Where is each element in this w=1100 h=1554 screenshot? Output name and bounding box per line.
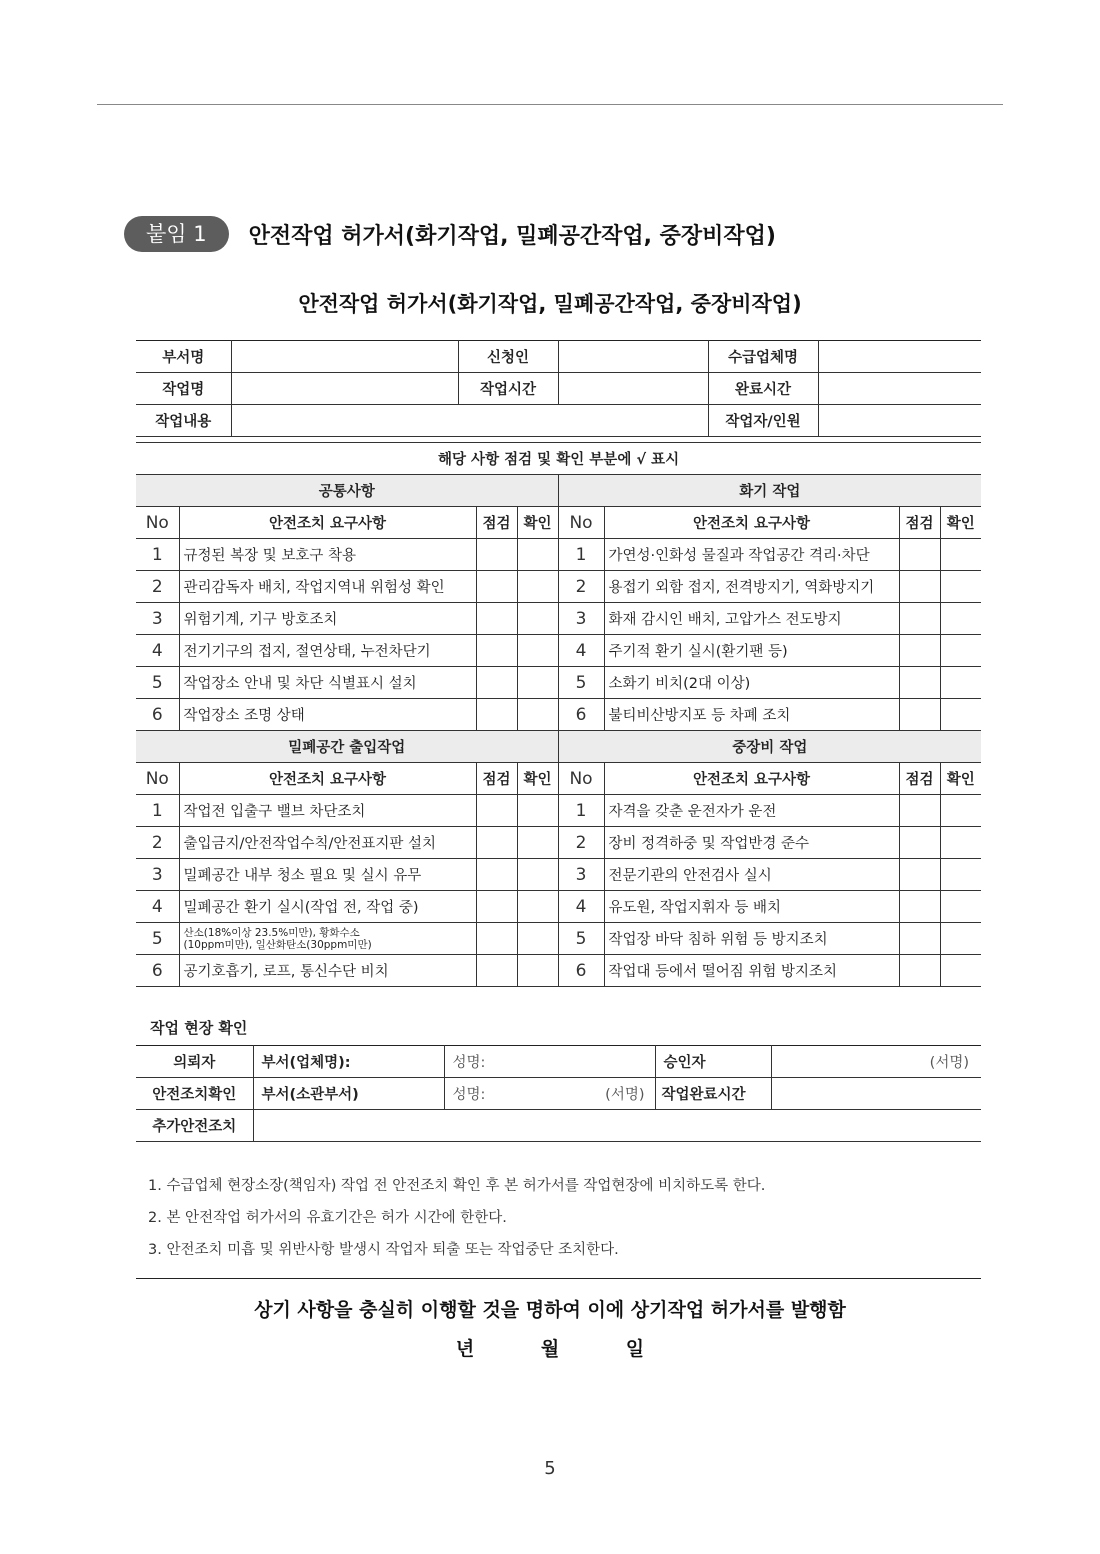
requester-label: 의뢰자 xyxy=(136,1045,253,1077)
inspect-checkbox[interactable] xyxy=(476,571,517,603)
table-row xyxy=(136,571,981,603)
requirement-text: 출입금지/안전작업수칙/안전표지판 설치 xyxy=(179,827,476,859)
requirement-text-line1: 산소(18%이상 23.5%미만), 황화수소 xyxy=(183,926,360,939)
table-row xyxy=(136,955,981,987)
work-content-label: 작업내용 xyxy=(136,405,231,437)
confirm-checkbox[interactable] xyxy=(517,955,558,987)
confirm-checkbox[interactable] xyxy=(940,699,981,731)
confirm-checkbox[interactable] xyxy=(940,955,981,987)
requirement-text: 공기호흡기, 로프, 통신수단 비치 xyxy=(179,955,476,987)
row-number: 4 xyxy=(558,891,604,923)
confirm-checkbox[interactable] xyxy=(940,539,981,571)
col-requirement: 안전조치 요구사항 xyxy=(179,763,476,795)
inspect-checkbox[interactable] xyxy=(476,859,517,891)
inspect-checkbox[interactable] xyxy=(899,667,940,699)
requirement-text: 밀폐공간 내부 청소 필요 및 실시 유무 xyxy=(179,859,476,891)
issue-date xyxy=(0,1334,1100,1361)
col-confirm: 확인 xyxy=(517,763,558,795)
safety-signature[interactable] xyxy=(444,1077,655,1109)
inspect-checkbox[interactable] xyxy=(899,955,940,987)
work-content-field[interactable] xyxy=(231,405,708,437)
check-instruction: 해당 사항 점검 및 확인 부분에 √ 표시 xyxy=(136,443,981,475)
confirm-checkbox[interactable] xyxy=(940,603,981,635)
site-confirmation xyxy=(136,1011,981,1142)
confirm-checkbox[interactable] xyxy=(517,603,558,635)
row-number: 6 xyxy=(136,955,179,987)
inspect-checkbox[interactable] xyxy=(899,923,940,955)
requirement-text: 가연성·인화성 물질과 작업공간 격리·차단 xyxy=(604,539,899,571)
note-item: 2. 본 안전작업 허가서의 유효기간은 허가 시간에 한한다. xyxy=(148,1210,507,1226)
row-number: 4 xyxy=(136,635,179,667)
section-heading xyxy=(124,214,776,254)
row-number: 5 xyxy=(136,923,179,955)
col-no: No xyxy=(136,763,179,795)
work-name-label: 작업명 xyxy=(136,373,231,405)
row-number: 5 xyxy=(136,667,179,699)
requirement-text: 소화기 비치(2대 이상) xyxy=(604,667,899,699)
note-item: 3. 안전조치 미흡 및 위반사항 발생시 작업자 퇴출 또는 작업중단 조치한다. xyxy=(148,1242,619,1258)
confirm-checkbox[interactable] xyxy=(517,923,558,955)
end-time-label: 완료시간 xyxy=(708,373,818,405)
inspect-checkbox[interactable] xyxy=(899,635,940,667)
table-row xyxy=(136,923,981,955)
col-confirm: 확인 xyxy=(940,507,981,539)
contractor-label: 수급업체명 xyxy=(708,341,818,373)
confirm-checkbox[interactable] xyxy=(940,795,981,827)
confirm-checkbox[interactable] xyxy=(517,859,558,891)
row-number: 5 xyxy=(558,923,604,955)
requirement-text: 관리감독자 배치, 작업지역내 위험성 확인 xyxy=(179,571,476,603)
requirement-text: 주기적 환기 실시(환기팬 등) xyxy=(604,635,899,667)
row-number: 5 xyxy=(558,667,604,699)
approver-label: 승인자 xyxy=(655,1045,771,1077)
row-number: 2 xyxy=(136,827,179,859)
issuance-statement: 상기 사항을 충실히 이행할 것을 명하여 이에 상기작업 허가서를 발행함 xyxy=(254,1299,846,1321)
confirm-checkbox[interactable] xyxy=(517,539,558,571)
col-no: No xyxy=(558,507,604,539)
requirement-text: 용접기 외함 접지, 전격방지기, 역화방지기 xyxy=(604,571,899,603)
inspect-checkbox[interactable] xyxy=(476,891,517,923)
requirement-text: 불티비산방지포 등 차폐 조치 xyxy=(604,699,899,731)
requirement-text: 규정된 복장 및 보호구 착용 xyxy=(179,539,476,571)
row-number: 2 xyxy=(136,571,179,603)
workers-label: 작업자/인원 xyxy=(708,405,818,437)
confirm-checkbox[interactable] xyxy=(517,699,558,731)
requirement-text: 유도원, 작업지휘자 등 배치 xyxy=(604,891,899,923)
confined-section-title: 밀폐공간 출입작업 xyxy=(136,731,558,763)
col-confirm: 확인 xyxy=(517,507,558,539)
confirm-checkbox[interactable] xyxy=(940,859,981,891)
approver-signature[interactable]: (서명) xyxy=(771,1045,981,1077)
end-time-field[interactable] xyxy=(818,373,981,405)
inspect-checkbox[interactable] xyxy=(899,603,940,635)
common-section-title: 공통사항 xyxy=(136,475,558,507)
confirm-checkbox[interactable] xyxy=(940,571,981,603)
notes-divider xyxy=(136,1278,981,1279)
date-year: 년 xyxy=(455,1338,475,1360)
confirm-checkbox[interactable] xyxy=(940,923,981,955)
safety-check-label: 안전조치확인 xyxy=(136,1077,253,1109)
inspect-checkbox[interactable] xyxy=(476,923,517,955)
confirm-checkbox[interactable] xyxy=(517,635,558,667)
contractor-field[interactable] xyxy=(818,341,981,373)
section-title: 안전작업 허가서(화기작업, 밀폐공간작업, 중장비작업) xyxy=(248,223,776,249)
attachment-badge: 붙임 1 xyxy=(124,216,229,252)
confirm-checkbox[interactable] xyxy=(517,795,558,827)
inspect-checkbox[interactable] xyxy=(476,603,517,635)
confirm-checkbox[interactable] xyxy=(517,827,558,859)
col-requirement: 안전조치 요구사항 xyxy=(604,763,899,795)
row-number: 1 xyxy=(136,795,179,827)
requirement-text: 작업장소 안내 및 차단 식별표시 설치 xyxy=(179,667,476,699)
date-month: 월 xyxy=(540,1338,560,1360)
col-inspect: 점검 xyxy=(476,763,517,795)
inspect-checkbox[interactable] xyxy=(899,859,940,891)
site-confirmation-title: 작업 현장 확인 xyxy=(150,1019,248,1038)
applicant-label: 신청인 xyxy=(458,341,558,373)
work-time-label: 작업시간 xyxy=(458,373,558,405)
note-item: 1. 수급업체 현장소장(책임자) 작업 전 안전조치 확인 후 본 허가서를 작업현장에 비치하도록 한다. xyxy=(148,1178,766,1194)
completion-time-field[interactable] xyxy=(771,1077,981,1109)
inspect-checkbox[interactable] xyxy=(899,891,940,923)
col-inspect: 점검 xyxy=(899,763,940,795)
col-no: No xyxy=(558,763,604,795)
col-requirement: 안전조치 요구사항 xyxy=(604,507,899,539)
row-number: 2 xyxy=(558,827,604,859)
form-title: 안전작업 허가서(화기작업, 밀폐공간작업, 중장비작업) xyxy=(298,292,802,316)
inspect-checkbox[interactable] xyxy=(899,795,940,827)
permit-info-table xyxy=(136,340,981,437)
dept-label: 부서명 xyxy=(136,341,231,373)
row-number: 3 xyxy=(558,859,604,891)
safety-dept-label: 부서(소관부서) xyxy=(253,1077,444,1109)
col-no: No xyxy=(136,507,179,539)
requirement-text: 자격을 갖춘 운전자가 운전 xyxy=(604,795,899,827)
table-row xyxy=(136,859,981,891)
heavy-section-title: 중장비 작업 xyxy=(558,731,981,763)
requirement-text: 작업장 바닥 침하 위험 등 방지조치 xyxy=(604,923,899,955)
requester-signature-name[interactable]: 성명: xyxy=(444,1045,655,1077)
col-requirement: 안전조치 요구사항 xyxy=(179,507,476,539)
row-number: 4 xyxy=(136,891,179,923)
inspect-checkbox[interactable] xyxy=(476,827,517,859)
safety-signature-seal: (서명) xyxy=(605,1086,645,1103)
row-number: 6 xyxy=(558,955,604,987)
table-row xyxy=(136,795,981,827)
requirement-text: 작업대 등에서 떨어짐 위험 방지조치 xyxy=(604,955,899,987)
table-row xyxy=(136,827,981,859)
inspect-checkbox[interactable] xyxy=(476,635,517,667)
col-inspect: 점검 xyxy=(476,507,517,539)
col-confirm: 확인 xyxy=(940,763,981,795)
safety-signature-name: 성명: xyxy=(452,1086,486,1103)
requirement-text: 밀폐공간 환기 실시(작업 전, 작업 중) xyxy=(179,891,476,923)
requirement-text xyxy=(179,923,476,955)
inspect-checkbox[interactable] xyxy=(476,955,517,987)
row-number: 6 xyxy=(558,699,604,731)
requirement-text-line2: (10ppm미만), 일산화탄소(30ppm미만) xyxy=(183,938,372,951)
requirement-text: 작업전 입출구 밸브 차단조치 xyxy=(179,795,476,827)
table-row xyxy=(136,539,981,571)
row-number: 3 xyxy=(136,603,179,635)
inspect-checkbox[interactable] xyxy=(899,827,940,859)
confirm-checkbox[interactable] xyxy=(517,667,558,699)
checklist-table xyxy=(136,442,981,987)
dept-field[interactable] xyxy=(231,341,458,373)
requirement-text: 장비 정격하중 및 작업반경 준수 xyxy=(604,827,899,859)
row-number: 1 xyxy=(136,539,179,571)
work-name-field[interactable] xyxy=(231,373,458,405)
inspect-checkbox[interactable] xyxy=(899,571,940,603)
inspect-checkbox[interactable] xyxy=(476,667,517,699)
table-row xyxy=(136,667,981,699)
confirm-checkbox[interactable] xyxy=(517,571,558,603)
row-number: 6 xyxy=(136,699,179,731)
applicant-field[interactable] xyxy=(558,341,708,373)
row-number: 3 xyxy=(136,859,179,891)
row-number: 1 xyxy=(558,795,604,827)
notes-list xyxy=(148,1172,765,1268)
requirement-text: 전기기구의 접지, 절연상태, 누전차단기 xyxy=(179,635,476,667)
inspect-checkbox[interactable] xyxy=(476,795,517,827)
confirm-checkbox[interactable] xyxy=(940,635,981,667)
hot-work-section-title: 화기 작업 xyxy=(558,475,981,507)
inspect-checkbox[interactable] xyxy=(899,539,940,571)
requirement-text: 화재 감시인 배치, 고압가스 전도방지 xyxy=(604,603,899,635)
additional-measures-field[interactable] xyxy=(253,1109,981,1141)
row-number: 2 xyxy=(558,571,604,603)
date-day: 일 xyxy=(625,1338,645,1360)
page-number: 5 xyxy=(544,1458,556,1479)
work-time-field[interactable] xyxy=(558,373,708,405)
inspect-checkbox[interactable] xyxy=(899,699,940,731)
table-row xyxy=(136,699,981,731)
completion-time-label: 작업완료시간 xyxy=(655,1077,771,1109)
row-number: 4 xyxy=(558,635,604,667)
confirm-checkbox[interactable] xyxy=(517,891,558,923)
confirm-checkbox[interactable] xyxy=(940,827,981,859)
additional-measures-label: 추가안전조치 xyxy=(136,1109,253,1141)
requirement-text: 위험기계, 기구 방호조치 xyxy=(179,603,476,635)
table-row xyxy=(136,891,981,923)
table-row xyxy=(136,635,981,667)
confirm-checkbox[interactable] xyxy=(940,667,981,699)
requirement-text: 전문기관의 안전검사 실시 xyxy=(604,859,899,891)
col-inspect: 점검 xyxy=(899,507,940,539)
table-row xyxy=(136,603,981,635)
inspect-checkbox[interactable] xyxy=(476,699,517,731)
requester-dept-label: 부서(업체명): xyxy=(253,1045,444,1077)
header-rule xyxy=(97,104,1003,105)
confirm-checkbox[interactable] xyxy=(940,891,981,923)
requirement-text: 작업장소 조명 상태 xyxy=(179,699,476,731)
row-number: 1 xyxy=(558,539,604,571)
inspect-checkbox[interactable] xyxy=(476,539,517,571)
workers-field[interactable] xyxy=(818,405,981,437)
row-number: 3 xyxy=(558,603,604,635)
